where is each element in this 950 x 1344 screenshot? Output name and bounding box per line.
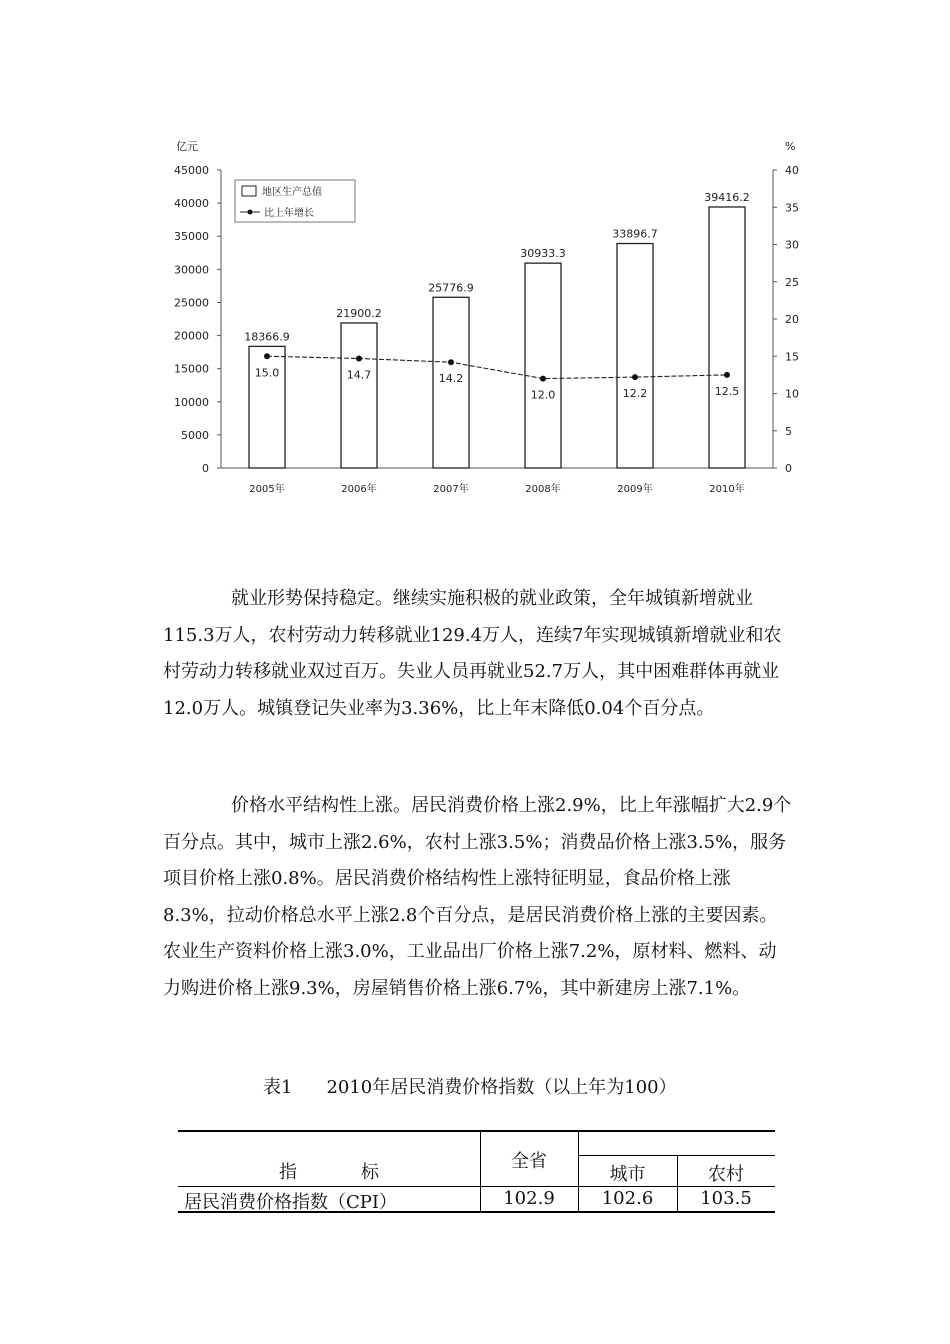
- employment-paragraph: [163, 581, 793, 727]
- table-header-rule: [178, 1186, 775, 1187]
- x-category-label: 2005年: [249, 484, 285, 495]
- left-axis-unit: 亿元: [176, 140, 198, 153]
- legend-line-label: 比上年增长: [264, 208, 314, 219]
- left-tick-label: 15000: [174, 362, 209, 376]
- table-caption-title: 2010年居民消费价格指数（以上年为100）: [326, 1077, 677, 1098]
- cpi-table: [178, 1130, 775, 1212]
- left-tick-label: 10000: [174, 395, 209, 409]
- right-tick-label: 25: [785, 275, 799, 289]
- gdp-bar-label: 39416.2: [704, 190, 750, 204]
- right-tick-label: 30: [785, 238, 799, 252]
- gdp-bar: [249, 346, 285, 468]
- gdp-bar-label: 33896.7: [612, 227, 658, 241]
- growth-point-label: 14.7: [346, 368, 372, 382]
- row-city-value: 102.6: [601, 1188, 654, 1209]
- growth-point-label: 14.2: [438, 372, 464, 386]
- left-tick-label: 35000: [174, 230, 209, 244]
- right-tick-label: 0: [785, 462, 792, 475]
- gdp-bar-label: 25776.9: [428, 281, 474, 295]
- x-category-label: 2007年: [433, 484, 469, 495]
- growth-point: [632, 374, 638, 380]
- gdp-bar: [709, 207, 745, 468]
- right-tick-label: 20: [785, 313, 799, 326]
- growth-point: [264, 353, 270, 359]
- header-city: 城市: [609, 1164, 646, 1185]
- left-tick-label: 40000: [174, 197, 209, 211]
- x-category-label: 2008年: [525, 484, 561, 495]
- gdp-bar: [525, 263, 561, 468]
- growth-point: [724, 372, 730, 378]
- left-tick-label: 25000: [174, 296, 209, 310]
- row-rural-value: 103.5: [700, 1188, 752, 1209]
- right-tick-label: 5: [785, 424, 792, 438]
- x-category-label: 2010年: [709, 484, 745, 495]
- legend-line-marker: [248, 210, 253, 215]
- row-province-value: 102.9: [503, 1188, 555, 1209]
- growth-line: [267, 356, 727, 378]
- header-rural: 农村: [708, 1164, 744, 1185]
- left-tick-label: 45000: [174, 164, 209, 177]
- left-tick-label: 0: [202, 462, 209, 475]
- gdp-bar: [617, 244, 653, 468]
- left-tick-label: 5000: [181, 428, 209, 442]
- right-tick-label: 10: [785, 387, 799, 401]
- price-paragraph-text: 价格水平结构性上涨。居民消费价格上涨2.9%，比上年涨幅扩大2.9个百分点。其中，城市上涨2.6%，农村上涨3.5%；消费品价格上涨3.5%，服务项目价格上涨0.8%。居民消费价格结构性上涨特征明显，食品价格上涨8.3%，拉动价格总水平上涨2.8个百分点，是居民消费价格上涨的主要因素。农业生产资料价格上涨3.0%，工业品出厂价格上涨7.2%，原材料、燃料、动力购进价格上涨9.3%，房屋销售价格上涨6.7%，其中新建房上涨7.1%。: [163, 795, 792, 999]
- right-tick-label: 35: [785, 201, 799, 215]
- growth-point-label: 12.5: [714, 384, 740, 398]
- growth-point: [540, 376, 546, 382]
- header-indicator-char-2: 标: [361, 1162, 379, 1183]
- employment-paragraph-text: 就业形势保持稳定。继续实施积极的就业政策，全年城镇新增就业115.3万人，农村劳动力转移就业129.4万人，连续7年实现城镇新增就业和农村劳动力转移就业双过百万。失业人员再就业52.7万人，其中困难群体再就业12.0万人。城镇登记失业率为3.36%，比上年末降低0.04个百分点。: [163, 588, 782, 719]
- table-top-rule: [178, 1130, 775, 1132]
- right-tick-label: 15: [785, 350, 799, 364]
- gdp-chart: [150, 130, 810, 510]
- gdp-bar-label: 21900.2: [336, 306, 382, 320]
- growth-point-label: 12.2: [622, 387, 648, 401]
- gdp-bar-label: 30933.3: [520, 247, 566, 261]
- right-tick-label: 40: [785, 164, 799, 177]
- table-caption: [263, 1073, 677, 1099]
- header-indicator-char-1: 指: [279, 1162, 297, 1183]
- growth-point: [356, 355, 362, 361]
- legend-bar-swatch: [242, 186, 256, 196]
- growth-point: [448, 359, 454, 365]
- growth-point-label: 12.0: [530, 388, 556, 402]
- left-tick-label: 30000: [174, 263, 209, 277]
- x-category-label: 2009年: [617, 484, 653, 495]
- left-tick-label: 20000: [174, 329, 209, 343]
- price-paragraph: [163, 788, 793, 1007]
- right-axis-unit: %: [785, 140, 796, 153]
- table-caption-number: 表1: [263, 1077, 293, 1098]
- x-category-label: 2006年: [341, 484, 377, 495]
- row-indicator-name: 居民消费价格指数（CPI）: [184, 1192, 397, 1213]
- header-province: 全省: [511, 1151, 547, 1172]
- gdp-bar-label: 18366.9: [244, 330, 290, 344]
- gdp-bar: [341, 323, 377, 468]
- growth-point-label: 15.0: [254, 366, 280, 380]
- legend-bar-label: 地区生产总值: [262, 187, 322, 198]
